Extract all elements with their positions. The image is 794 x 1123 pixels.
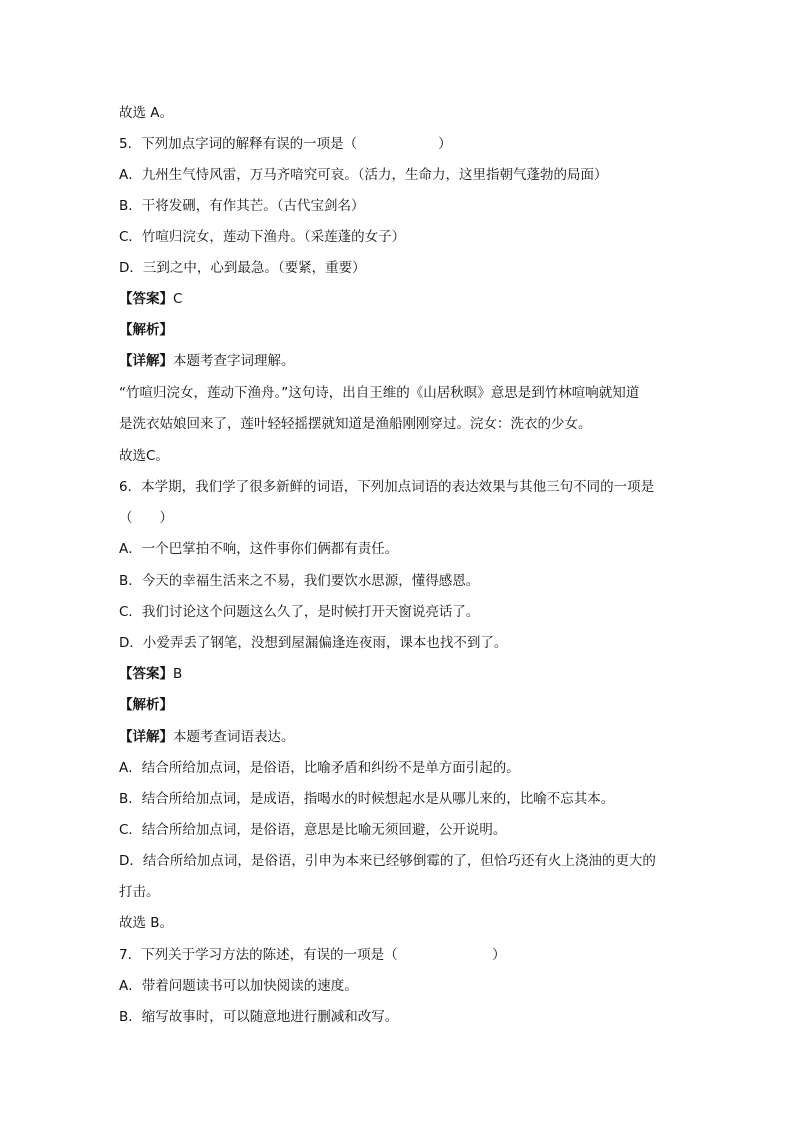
- answer-tag: 【答案】: [119, 291, 173, 307]
- q5-option-a: A．九州生气恃风雷，万马齐喑究可哀。（活力，生命力，这里指朝气蓬勃的局面）: [119, 167, 608, 183]
- q5-stem: 5．下列加点字词的解释有误的一项是（ ）: [119, 136, 452, 152]
- q6-conclusion: 故选 B。: [119, 915, 174, 931]
- q6-analysis-d-continued: 打击。: [119, 884, 160, 900]
- q6-option-a: A．一个巴掌拍不响，这件事你们俩都有责任。: [119, 541, 399, 557]
- q6-option-b: B．今天的幸福生活来之不易，我们要饮水思源，懂得感恩。: [119, 573, 480, 589]
- answer-value: B: [173, 666, 183, 682]
- q5-option-d: D．三到之中，心到最急。（要紧，重要）: [119, 260, 366, 276]
- q4-conclusion: 故选 A。: [119, 105, 174, 121]
- q6-analysis-d: D．结合所给加点词，是俗语，引申为本来已经够倒霉的了，但恰巧还有火上浇油的更大的: [119, 853, 656, 869]
- analysis-tag: 【解析】: [119, 697, 173, 713]
- q5-conclusion: 故选C。: [119, 448, 169, 464]
- detail-text: 本题考查词语表达。: [173, 729, 295, 745]
- q5-analysis-heading: [119, 321, 173, 339]
- q6-detail: [119, 728, 295, 746]
- q5-detail: [119, 352, 295, 370]
- answer-tag: 【答案】: [119, 666, 173, 682]
- q6-analysis-a: A．结合所给加点词，是俗语，比喻矛盾和纠纷不是单方面引起的。: [119, 760, 520, 776]
- q6-stem-line-2: （ ）: [119, 510, 173, 526]
- q5-option-c: C．竹喧归浣女，莲动下渔舟。（采莲蓬的女子）: [119, 229, 406, 245]
- detail-tag: 【详解】: [119, 353, 173, 369]
- answer-value: C: [173, 291, 183, 307]
- q5-answer: [119, 290, 182, 308]
- q6-option-d: D．小爱弄丢了钢笔，没想到屋漏偏逢连夜雨，课本也找不到了。: [119, 635, 508, 651]
- q6-stem-line-1: 6．本学期，我们学了很多新鲜的词语，下列加点词语的表达效果与其他三句不同的一项是: [119, 479, 655, 495]
- q5-explanation-line-2: 是洗衣姑娘回来了，莲叶轻轻摇摆就知道是渔船刚刚穿过。浣女：洗衣的少女。: [119, 416, 592, 432]
- q6-analysis-heading: [119, 696, 173, 714]
- q6-answer: [119, 665, 182, 683]
- q5-option-b: B．干将发硎，有作其芒。（古代宝剑名）: [119, 198, 365, 214]
- detail-tag: 【详解】: [119, 729, 173, 745]
- q7-option-b: B．缩写故事时，可以随意地进行删减和改写。: [119, 1009, 399, 1025]
- q5-explanation-line-1: “竹喧归浣女，莲动下渔舟。”这句诗，出自王维的《山居秋暝》意思是到竹林喧响就知道: [119, 385, 640, 401]
- q6-analysis-b: B．结合所给加点词，是成语，指喝水的时候想起水是从哪儿来的，比喻不忘其本。: [119, 791, 615, 807]
- q6-option-c: C．我们讨论这个问题这么久了，是时候打开天窗说亮话了。: [119, 604, 480, 620]
- q6-analysis-c: C．结合所给加点词，是俗语，意思是比喻无须回避，公开说明。: [119, 822, 507, 838]
- detail-text: 本题考查字词理解。: [173, 353, 295, 369]
- analysis-tag: 【解析】: [119, 322, 173, 338]
- q7-stem: 7．下列关于学习方法的陈述，有误的一项是（ ）: [119, 947, 506, 963]
- q7-option-a: A．带着问题读书可以加快阅读的速度。: [119, 978, 358, 994]
